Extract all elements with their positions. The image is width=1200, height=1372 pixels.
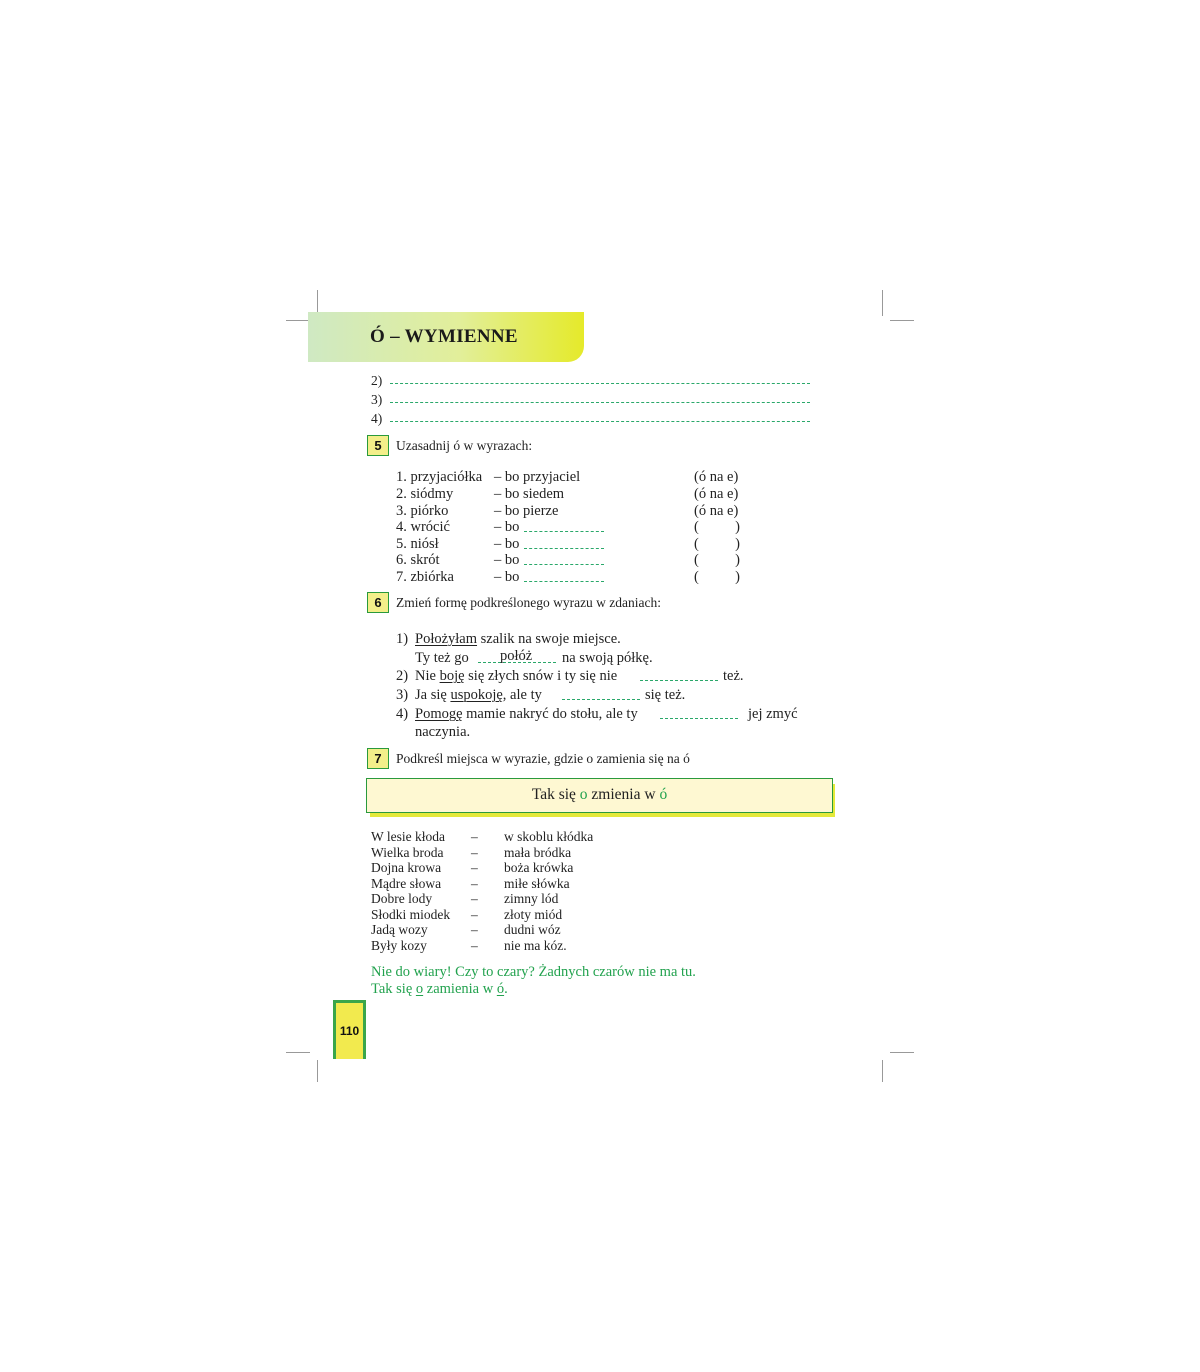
- poem-left: Dojna krowa: [371, 860, 442, 875]
- poem-dash: –: [471, 907, 478, 922]
- ex5-word: 4. wrócić: [396, 519, 450, 535]
- poem-dash: –: [471, 922, 478, 937]
- answer-line[interactable]: [524, 531, 604, 532]
- ex5-word: 7. zbiórka: [396, 569, 454, 585]
- poem-left: Mądre słowa: [371, 876, 442, 891]
- answer-line[interactable]: [524, 564, 604, 565]
- exercise-number-6: 6: [367, 592, 389, 613]
- sentence-4-post: jej zmyć: [748, 706, 798, 722]
- poem-left: Były kozy: [371, 938, 427, 953]
- page-title: Ó – WYMIENNE: [370, 326, 518, 347]
- sentence-number: 4): [396, 706, 409, 722]
- poem-right[interactable]: miłe słówka: [504, 876, 570, 891]
- answer-line[interactable]: [390, 383, 810, 384]
- ex5-hint[interactable]: ( ): [694, 569, 740, 585]
- sentence-1: Położyłam szalik na swoje miejsce.: [415, 631, 621, 647]
- sentence-number: 1): [396, 631, 409, 647]
- ex5-reason: – bo przyjaciel: [494, 469, 581, 485]
- poem-right[interactable]: w skoblu kłódka: [504, 829, 594, 844]
- ex5-hint: (ó na e): [694, 486, 739, 502]
- ex5-hint[interactable]: ( ): [694, 519, 740, 535]
- crop-mark: [882, 290, 883, 316]
- poem-right[interactable]: dudni wóz: [504, 922, 561, 937]
- closing-line-1: Nie do wiary! Czy to czary? Żadnych czarów nie ma tu.: [371, 964, 696, 980]
- ex5-reason: – bo pierze: [494, 503, 559, 519]
- sentence-1b-pre: Ty też go: [415, 650, 469, 666]
- underlined-word: Pomogę: [415, 706, 463, 722]
- underlined-word: uspokoję: [450, 687, 503, 703]
- ex5-hint[interactable]: ( ): [694, 536, 740, 552]
- crop-mark: [890, 1052, 914, 1053]
- poem-right[interactable]: nie ma kóz.: [504, 938, 567, 953]
- poem-dash: –: [471, 829, 478, 844]
- ex5-hint[interactable]: ( ): [694, 552, 740, 568]
- answer-line[interactable]: [562, 699, 640, 700]
- underlined-word: boję: [439, 668, 465, 684]
- page-number: 110: [339, 1024, 360, 1038]
- answer-line[interactable]: [390, 421, 810, 422]
- ex5-reason: – bo: [494, 536, 520, 552]
- poem-left: W lesie kłoda: [371, 829, 445, 844]
- ex5-reason: – bo: [494, 552, 520, 568]
- crop-mark: [286, 1052, 310, 1053]
- poem-left: Wielka broda: [371, 845, 444, 860]
- sentence-4: Pomogę mamie nakryć do stołu, ale ty: [415, 706, 638, 722]
- answer-line[interactable]: [524, 581, 604, 582]
- answer-line[interactable]: [660, 718, 738, 719]
- poem-right[interactable]: boża krówka: [504, 860, 574, 875]
- crop-mark: [882, 1060, 883, 1082]
- line-label: 4): [371, 411, 383, 426]
- poem-dash: –: [471, 938, 478, 953]
- banner-text: Tak się o zmienia w ó: [531, 786, 668, 803]
- ex5-reason: – bo: [494, 569, 520, 585]
- poem-dash: –: [471, 891, 478, 906]
- line-label: 3): [371, 392, 383, 407]
- poem-right[interactable]: złoty miód: [504, 907, 563, 922]
- exercise-instruction: Zmień formę podkreślonego wyrazu w zdaniach:: [396, 595, 662, 610]
- sentence-3-post: się też.: [645, 687, 686, 703]
- answer-line[interactable]: [640, 680, 718, 681]
- underlined-word: Położyłam: [415, 631, 478, 647]
- sentence-2-post: też.: [723, 668, 744, 684]
- exercise-instruction: Podkreśl miejsca w wyrazie, gdzie o zamienia się na ó: [396, 751, 690, 766]
- sentence-number: 3): [396, 687, 409, 703]
- ex5-reason: – bo siedem: [494, 486, 565, 502]
- crop-mark: [286, 320, 310, 321]
- poem-left: Słodki miodek: [371, 907, 451, 922]
- answer-line[interactable]: [390, 402, 810, 403]
- ex5-word: 5. niósł: [396, 536, 439, 552]
- ex5-word: 1. przyjaciółka: [396, 469, 483, 485]
- sentence-1b-answer: połóż: [500, 648, 533, 664]
- sentence-1b-post: na swoją półkę.: [562, 650, 653, 666]
- ex5-hint: (ó na e): [694, 503, 739, 519]
- crop-mark: [890, 320, 914, 321]
- poem-dash: –: [471, 860, 478, 875]
- poem-dash: –: [471, 845, 478, 860]
- line-label: 2): [371, 373, 383, 388]
- ex5-word: 6. skrót: [396, 552, 440, 568]
- exercise-number-7: 7: [367, 748, 389, 769]
- exercise-number-5: 5: [367, 435, 389, 456]
- sentence-number: 2): [396, 668, 409, 684]
- ex5-word: 3. piórko: [396, 503, 449, 519]
- answer-line[interactable]: [524, 548, 604, 549]
- poem-dash: –: [471, 876, 478, 891]
- ex5-word: 2. siódmy: [396, 486, 454, 502]
- ex5-reason: – bo: [494, 519, 520, 535]
- poem-right[interactable]: mała bródka: [504, 845, 572, 860]
- sentence-3: Ja się uspokoję, ale ty: [415, 687, 542, 703]
- ex5-hint: (ó na e): [694, 469, 739, 485]
- exercise-instruction: Uzasadnij ó w wyrazach:: [396, 438, 533, 453]
- sentence-2: Nie boję się złych snów i ty się nie: [415, 668, 618, 684]
- poem-left: Dobre lody: [371, 891, 433, 906]
- poem-right[interactable]: zimny lód: [504, 891, 559, 906]
- closing-line-2: Tak się o zamienia w ó.: [371, 981, 508, 997]
- sentence-4-line2: naczynia.: [415, 724, 471, 740]
- poem-left: Jadą wozy: [371, 922, 428, 937]
- crop-mark: [317, 1060, 318, 1082]
